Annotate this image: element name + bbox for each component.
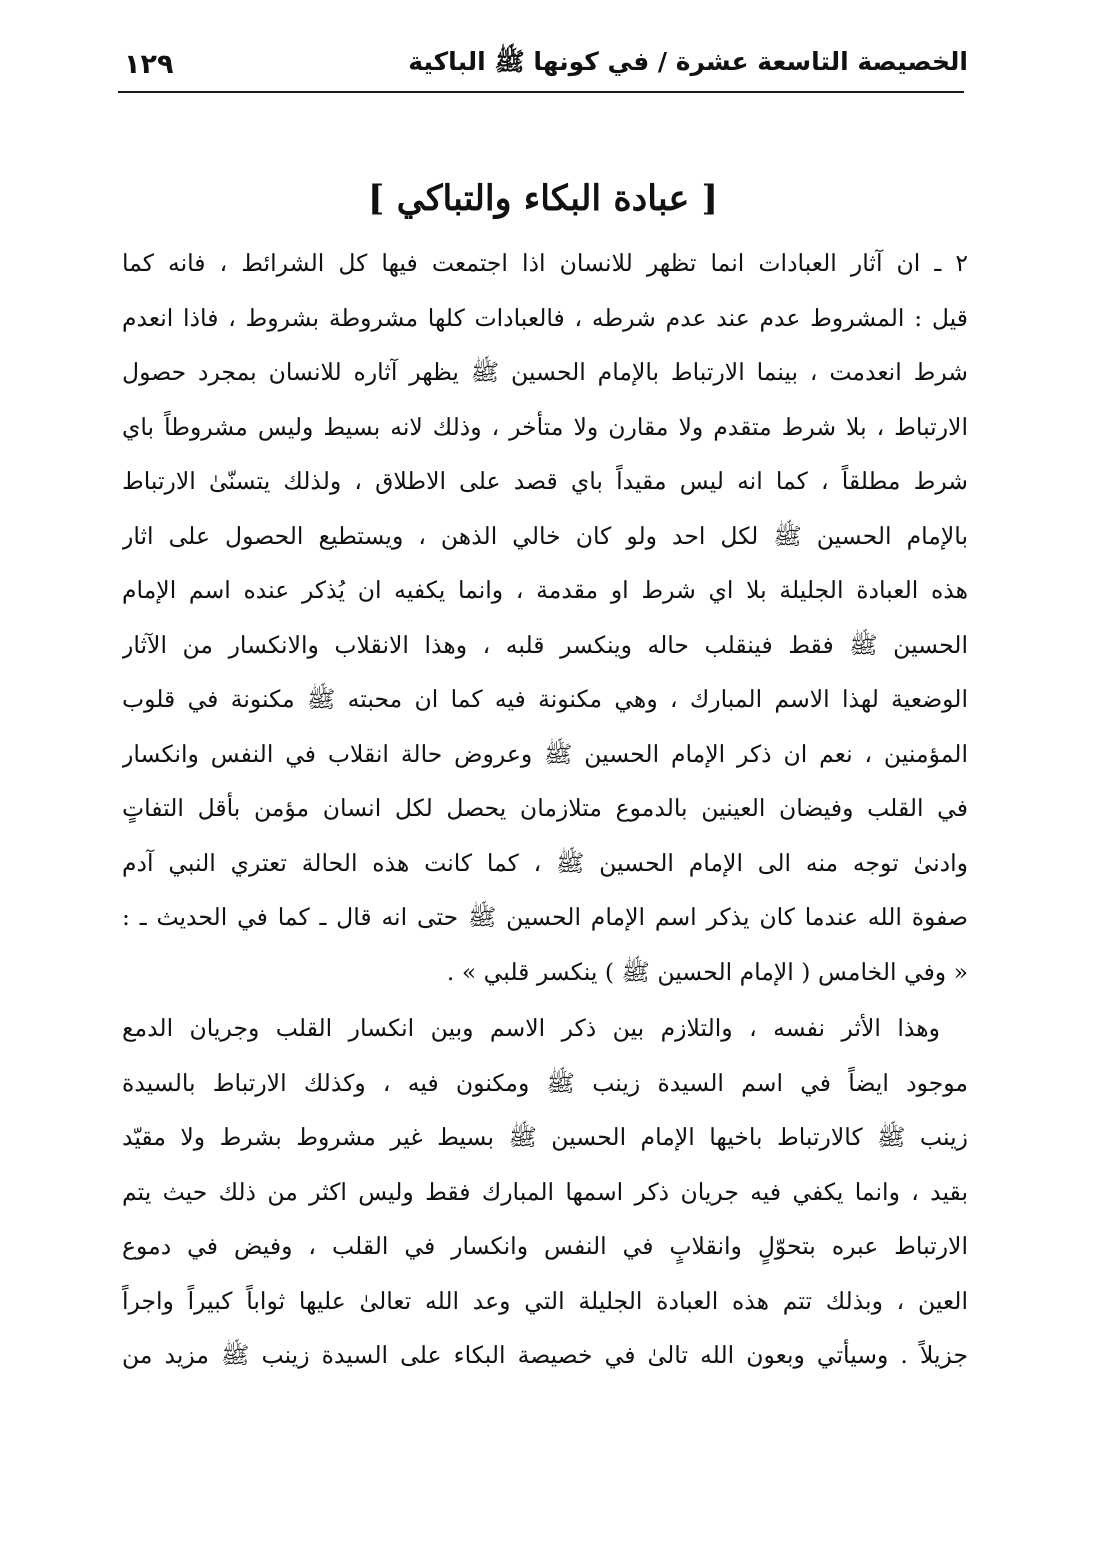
- running-title: الخصيصة التاسعة عشرة / في كونها ﷺ الباكية: [408, 46, 968, 76]
- text-line: المؤمنين ، نعم ان ذكر الإمام الحسين ﷺ وعروض حالة انقلاب في النفس وانكسار: [122, 739, 968, 768]
- section-title-text: عبادة البكاء والتباكي: [396, 178, 690, 219]
- text-line: هذه العبادة الجليلة بلا اي شرط او مقدمة ، وانما يكفيه ان يُذكر عنده اسم الإمام: [122, 576, 968, 604]
- text-line: جزيلاً . وسيأتي وبعون الله تالىٰ في خصيصة البكاء على السيدة زينب ﷺ مزيد من: [122, 1341, 968, 1369]
- text-line: موجود ايضاً في اسم السيدة زينب ﷺ ومكنون فيه ، وكذلك الارتباط بالسيدة: [122, 1068, 968, 1097]
- header-divider: [118, 91, 964, 93]
- paragraph-1: [122, 236, 968, 999]
- title-close-bracket: ]: [367, 178, 385, 219]
- text-line: زينب ﷺ كالارتباط باخيها الإمام الحسين ﷺ بسيط غير مشروط بشرط ولا مقيّد: [122, 1123, 968, 1151]
- text-line: شرط مطلقاً ، كما انه ليس مقيداً باي قصد على الاطلاق ، ولذلك يتسنّىٰ الارتباط: [122, 467, 968, 495]
- text-line: ٢ ـ ان آثار العبادات انما تظهر للانسان اذا اجتمعت فيها كل الشرائط ، فانه كما: [122, 249, 968, 277]
- text-line: صفوة الله عندما كان يذكر اسم الإمام الحسين ﷺ حتى انه قال ـ كما في الحديث ـ :: [122, 903, 968, 931]
- title-open-bracket: [: [701, 178, 719, 219]
- text-line: في القلب وفيضان العينين بالدموع متلازمان يحصل لكل انسان مؤمن بأقل التفاتٍ: [122, 794, 968, 822]
- text-line: العين ، وبذلك تتم هذه العبادة الجليلة التي وعد الله تعالىٰ عليها ثواباً كبيراً واجراً: [122, 1286, 968, 1315]
- text-line: الارتباط ، بلا شرط متقدم ولا مقارن ولا متأخر ، وذلك لانه بسيط وليس مشروطاً باي: [122, 412, 968, 441]
- text-line: الحسين ﷺ فقط فينقلب حاله وينكسر قلبه ، وهذا الانقلاب والانكسار من الآثار: [122, 630, 968, 659]
- text-line: قيل : المشروط عدم عند عدم شرطه ، فالعبادات كلها مشروطة بشروط ، فاذا انعدم: [122, 303, 968, 332]
- body-text: [122, 236, 968, 1383]
- text-line: وهذا الأثر نفسه ، والتلازم بين ذكر الاسم وبين انكسار القلب وجريان الدمع: [122, 1014, 940, 1042]
- text-line: الوضعية لهذا الاسم المبارك ، وهي مكنونة فيه كما ان محبته ﷺ مكنونة في قلوب: [122, 685, 968, 713]
- page-number: ١٢٩: [124, 48, 174, 80]
- text-line: وادنىٰ توجه منه الى الإمام الحسين ﷺ ، كما كانت هذه الحالة تعتري النبي آدم: [122, 848, 968, 877]
- text-line: بقيد ، وانما يكفي فيه جريان ذكر اسمها المبارك فقط وليس اكثر من ذلك حيث يتم: [122, 1177, 968, 1206]
- text-line: « وفي الخامس ( الإمام الحسين ﷺ ) ينكسر قلبي » .: [446, 957, 968, 986]
- page-header: [118, 40, 968, 88]
- text-line: بالإمام الحسين ﷺ لكل احد ولو كان خالي الذهن ، ويستطيع الحصول على اثار: [122, 521, 968, 550]
- text-line: شرط انعدمت ، بينما الارتباط بالإمام الحسين ﷺ يظهر آثاره للانسان بمجرد حصول: [122, 358, 968, 386]
- paragraph-2: [122, 1001, 968, 1383]
- text-line: الارتباط عبره بتحوّلٍ وانقلابٍ في النفس وانكسار في القلب ، وفيض في دموع: [122, 1232, 968, 1260]
- section-title: [118, 168, 968, 230]
